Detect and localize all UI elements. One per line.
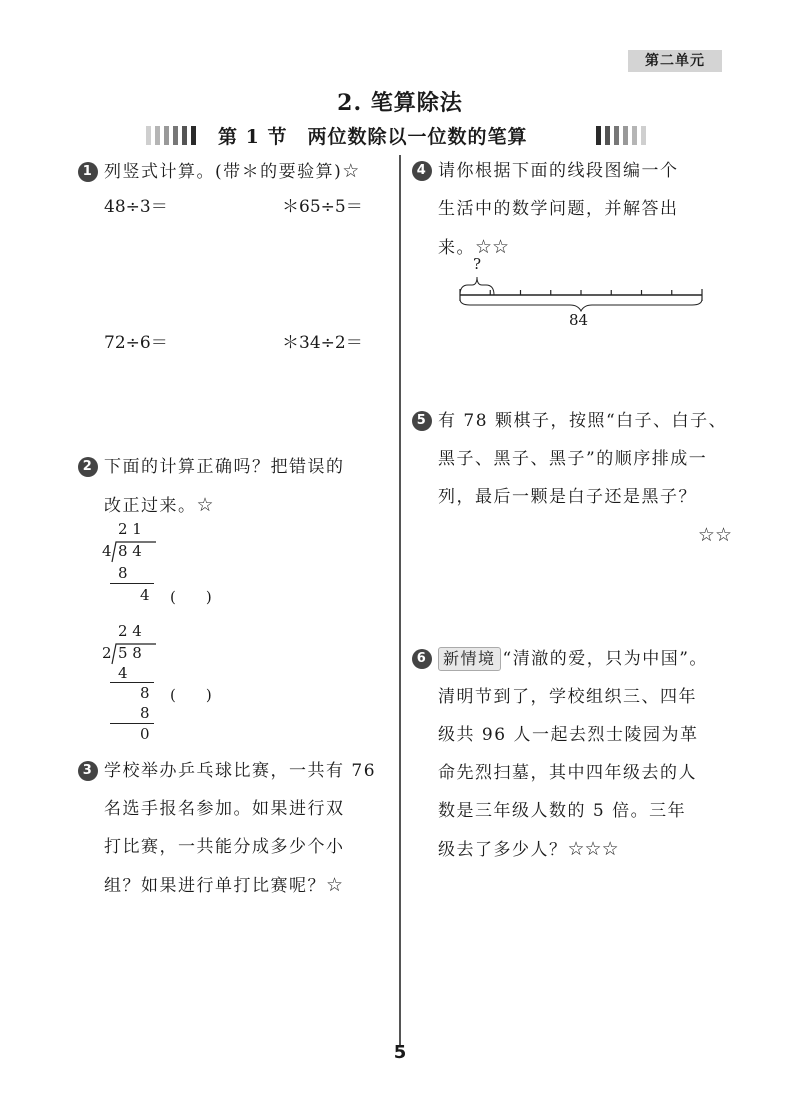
question-text-line: 命先烈扫墓，其中四年级去的人 — [438, 763, 697, 783]
quotient: 2 4 — [118, 622, 142, 640]
unit-tag: 第二单元 — [628, 50, 722, 72]
question-text-line: 列，最后一颗是白子还是黑子？ — [438, 487, 697, 507]
question-text-line: 名选手报名参加。如果进行双 — [104, 799, 345, 819]
top-brace — [460, 277, 494, 295]
long-division-2 — [100, 622, 250, 752]
subtrahend: 4 — [118, 664, 128, 682]
question-number: 4 — [412, 161, 432, 181]
dividend: 8 4 — [118, 542, 142, 560]
question-3 — [78, 752, 398, 905]
decorative-bars-right — [596, 126, 646, 145]
question-text-line: 打比赛，一共能分成多少个小 — [104, 837, 345, 857]
question-text-line: 清明节到了，学校组织三、四年 — [438, 687, 697, 707]
column-divider — [399, 155, 401, 1045]
divisor: 2 — [102, 644, 112, 662]
partial-dividend: 8 — [140, 684, 150, 702]
question-text-line: 黑子、黑子、黑子”的顺序排成一 — [438, 449, 708, 469]
expression-3: 72÷6＝ — [104, 333, 168, 353]
quotient: 2 1 — [118, 520, 142, 538]
segment-diagram — [452, 255, 712, 330]
question-text: 列竖式计算。(带＊的要验算) — [104, 162, 343, 182]
long-division-1 — [100, 520, 250, 610]
question-mark-label: ? — [473, 255, 482, 273]
page-number: 5 — [393, 1042, 407, 1063]
star-icon: ☆ — [342, 160, 360, 182]
expression-2: ＊65÷5＝ — [282, 197, 363, 217]
question-text-line: 有 78 颗棋子，按照“白子、白子、 — [438, 411, 728, 431]
remainder: 4 — [140, 586, 150, 604]
question-number: 6 — [412, 649, 432, 669]
question-text-line: 数是三年级人数的 5 倍。三年 — [438, 801, 687, 821]
question-text-line: 生活中的数学问题，并解答出 — [438, 199, 679, 219]
star-icon: ☆☆☆ — [567, 838, 619, 860]
question-text-line: 级去了多少人？ — [438, 840, 568, 860]
question-text-line: 请你根据下面的线段图编一个 — [438, 161, 679, 181]
question-4 — [412, 152, 742, 267]
expression-4: ＊34÷2＝ — [282, 333, 363, 353]
subtraction-line — [110, 723, 154, 724]
total-label: 84 — [569, 311, 589, 329]
answer-blank[interactable]: ( ) — [170, 686, 212, 704]
subtraction-line — [110, 682, 154, 683]
subtrahend: 8 — [118, 564, 128, 582]
expression-1: 48÷3＝ — [104, 197, 168, 217]
question-text-line: 下面的计算正确吗？把错误的 — [104, 457, 345, 477]
chapter-title: 2. 笔算除法 — [337, 90, 463, 116]
question-number: 3 — [78, 761, 98, 781]
question-1 — [78, 152, 398, 191]
star-icon: ☆☆ — [475, 236, 510, 258]
question-6 — [412, 640, 752, 869]
subtrahend: 8 — [140, 704, 150, 722]
answer-blank[interactable]: ( ) — [170, 588, 212, 606]
remainder: 0 — [140, 725, 150, 743]
question-2 — [78, 448, 398, 525]
question-text-line: 来。 — [438, 238, 475, 258]
bottom-brace — [460, 299, 702, 311]
divisor: 4 — [102, 542, 112, 560]
decorative-bars-left — [146, 126, 196, 145]
question-number: 1 — [78, 162, 98, 182]
dividend: 5 8 — [118, 644, 142, 662]
question-text-line: “清澈的爱，只为中国”。 — [502, 649, 708, 669]
star-icon: ☆ — [196, 494, 214, 516]
subtraction-line — [110, 583, 154, 584]
question-text-line: 级共 96 人一起去烈士陵园为革 — [438, 725, 699, 745]
section-title: 第 1 节 两位数除以一位数的笔算 — [218, 126, 528, 148]
question-5 — [412, 402, 742, 555]
question-number: 2 — [78, 457, 98, 477]
question-text-line: 组？如果进行单打比赛呢？ — [104, 876, 326, 896]
question-text-line: 改正过来。 — [104, 496, 197, 516]
question-number: 5 — [412, 411, 432, 431]
star-icon: ☆☆ — [697, 524, 732, 546]
new-context-tag: 新情境 — [438, 647, 501, 671]
section-header — [0, 122, 800, 150]
question-text-line: 学校举办乒乓球比赛，一共有 76 — [104, 761, 377, 781]
star-icon: ☆ — [326, 874, 344, 896]
